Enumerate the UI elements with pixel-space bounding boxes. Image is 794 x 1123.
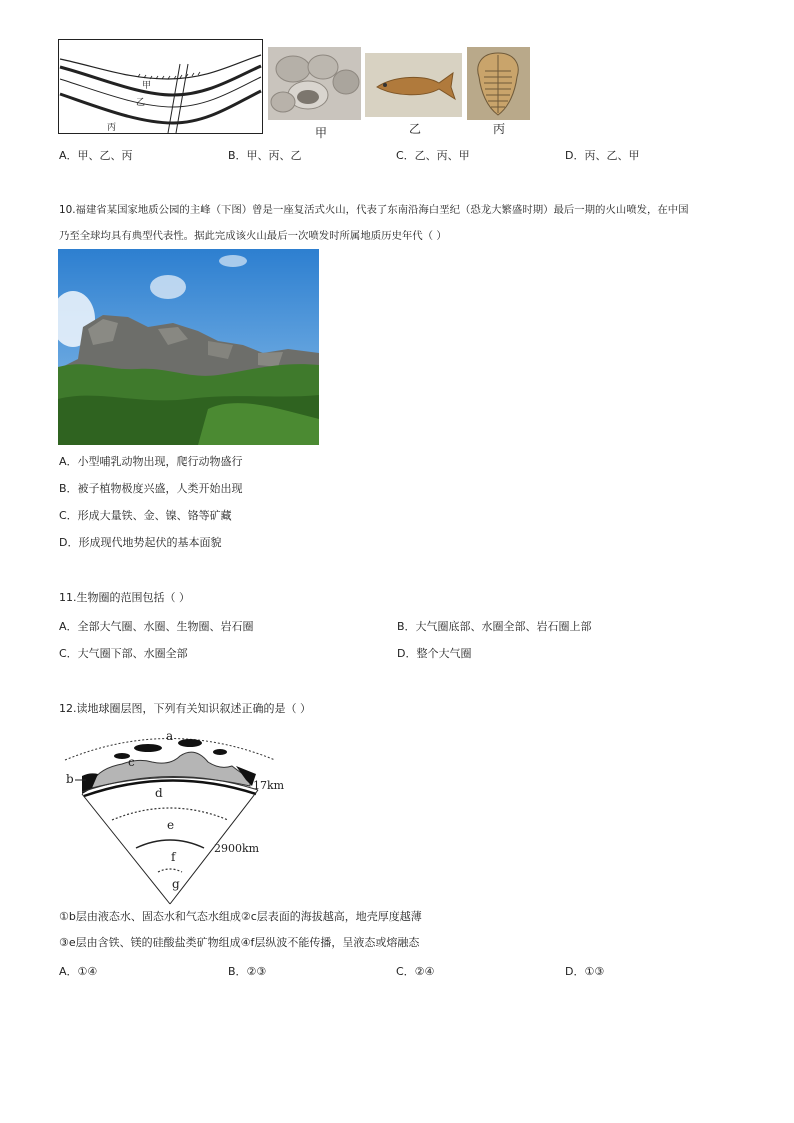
volcano-peak-photo xyxy=(58,249,319,445)
q10-option-a[interactable]: A．小型哺乳动物出现，爬行动物盛行 xyxy=(59,455,243,468)
depth-label-2900km: 2900km xyxy=(214,842,260,855)
q9-option-a[interactable]: A．甲、乙、丙 xyxy=(59,149,133,162)
photo-label-yi: 乙 xyxy=(409,122,422,136)
layer-label-c: c xyxy=(128,755,135,769)
q9-option-b[interactable]: B．甲、丙、乙 xyxy=(228,149,302,162)
q10-option-b[interactable]: B．被子植物极度兴盛，人类开始出现 xyxy=(59,482,243,495)
q10-stem-line2: 乃至全球均具有典型代表性。据此完成该火山最后一次喷发时所属地质历史年代（ ） xyxy=(59,230,447,242)
photo-label-jia: 甲 xyxy=(315,126,328,140)
q11-option-d[interactable]: D．整个大气圈 xyxy=(397,647,472,660)
stratum-label-bing: 丙 xyxy=(107,123,117,133)
q12-stem: 12.读地球圈层图，下列有关知识叙述正确的是（ ） xyxy=(59,702,311,715)
q11-option-c[interactable]: C．大气圈下部、水圈全部 xyxy=(59,647,188,660)
depth-label-17km: 17km xyxy=(253,779,285,792)
layer-label-e: e xyxy=(167,818,175,832)
q12-option-c[interactable]: C．②④ xyxy=(396,965,435,978)
q11-option-b[interactable]: B．大气圈底部、水圈全部、岩石圈上部 xyxy=(397,620,592,633)
layer-label-d: d xyxy=(155,786,163,800)
fossil-photo-fish xyxy=(365,53,462,117)
strata-diagram xyxy=(58,39,263,134)
q9-option-d[interactable]: D．丙、乙、甲 xyxy=(565,149,640,162)
stratum-label-jia: 甲 xyxy=(142,81,152,91)
fossil-photo-shells xyxy=(268,47,361,120)
q10-option-c[interactable]: C．形成大量铁、金、镍、铬等矿藏 xyxy=(59,509,232,522)
q12-statement-3-4: ③e层由含铁、镁的硅酸盐类矿物组成④f层纵波不能传播，呈液态或熔融态 xyxy=(59,936,420,949)
layer-label-b: b xyxy=(66,772,74,786)
q12-option-b[interactable]: B．②③ xyxy=(228,965,267,978)
photo-label-bing: 丙 xyxy=(493,122,506,136)
q10-stem-line1: 10.福建省某国家地质公园的主峰（下图）曾是一座复活式火山，代表了东南沿海白垩纪（恐龙大繁盛时期）最后一期的火山喷发，在中国 xyxy=(59,204,689,216)
q11-stem: 11.生物圈的范围包括（ ） xyxy=(59,591,190,604)
layer-label-a: a xyxy=(166,729,174,743)
q12-option-d[interactable]: D．①③ xyxy=(565,965,605,978)
q9-option-c[interactable]: C．乙、丙、甲 xyxy=(396,149,470,162)
q12-statement-1-2: ①b层由液态水、固态水和气态水组成②c层表面的海拔越高，地壳厚度越薄 xyxy=(59,910,422,923)
q11-option-a[interactable]: A．全部大气圈、水圈、生物圈、岩石圈 xyxy=(59,620,254,633)
layer-label-g: g xyxy=(172,877,180,891)
layer-label-f: f xyxy=(171,850,176,864)
fossil-photo-trilobite xyxy=(467,47,530,120)
q10-option-d[interactable]: D．形成现代地势起伏的基本面貌 xyxy=(59,536,222,549)
stratum-label-yi: 乙 xyxy=(136,98,146,108)
q12-option-a[interactable]: A．①④ xyxy=(59,965,98,978)
